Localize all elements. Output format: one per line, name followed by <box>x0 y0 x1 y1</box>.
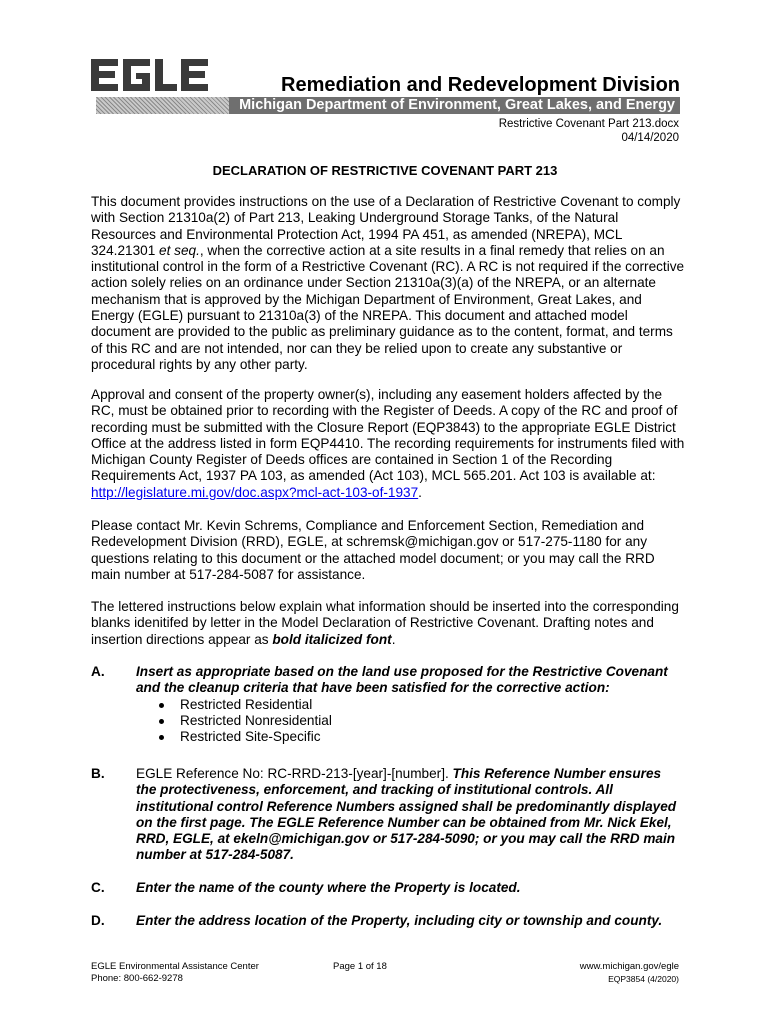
approval-paragraph <box>91 387 685 501</box>
instructions-emph: bold italicized font <box>272 631 392 647</box>
item-c-instruction: Enter the name of the county where the Property is located. <box>136 880 521 895</box>
instructions-text: The lettered instructions below explain what information should be inserted into the corresponding blanks idenitifed by letter in the Model Declaration of Restrictive Covenant. Drafting notes and insertion directions appear as <box>91 599 679 647</box>
file-name: Restrictive Covenant Part 213.docx <box>498 118 679 130</box>
egle-logo <box>91 55 209 95</box>
footer-website: www.michigan.gov/egle <box>579 961 679 972</box>
item-c <box>91 880 685 896</box>
approval-text-end: . <box>418 484 422 500</box>
instructions-paragraph <box>91 599 685 648</box>
department-name: Michigan Department of Environment, Great Lakes, and Energy <box>229 97 680 114</box>
item-d-instruction: Enter the address location of the Property, including city or township and county. <box>136 913 663 928</box>
act-103-link[interactable]: http://legislature.mi.gov/doc.aspx?mcl-act-103-of-1937 <box>91 484 419 500</box>
item-a-instruction: Insert as appropriate based on the land use proposed for the Restrictive Covenant and the cleanup criteria that have been satisfied for the corrective action: <box>136 664 668 696</box>
option-restricted-residential: Restricted Residential <box>158 697 685 713</box>
item-a <box>91 664 685 745</box>
contact-text: Please contact Mr. Kevin Schrems, Compliance and Enforcement Section, Remediation and Redevelopment Division (RRD), EGLE, at schremsk@michigan.gov or 517-275-1180 for any questions relating to this document or the attached model document; or you may call the RRD main number at 517-284-5087 for assistance. <box>91 518 655 582</box>
page-number: Page 1 of 18 <box>333 961 387 972</box>
option-restricted-site-specific: Restricted Site-Specific <box>158 729 685 745</box>
item-d <box>91 913 685 929</box>
item-b-letter: B. <box>91 766 105 781</box>
option-restricted-nonresidential: Restricted Nonresidential <box>158 713 685 729</box>
division-title: Remediation and Redevelopment Division <box>281 74 680 96</box>
intro-text-part1: This document provides instructions on the use of a Declaration of Restrictive Covenant to comply with Section 21310a(2) of Part 213, Leaking Underground Storage Tanks, of the Natural Resources and Environmental Protection Act, 1994 PA 451, as amended (NREPA), MCL 324.21301 <box>91 194 681 258</box>
item-d-letter: D. <box>91 913 105 928</box>
instructions-end: . <box>391 631 396 647</box>
footer-form-number: EQP3854 (4/2020) <box>608 974 679 984</box>
document-date: 04/14/2020 <box>621 132 679 144</box>
item-a-letter: A. <box>91 664 105 679</box>
approval-text: Approval and consent of the property owner(s), including any easement holders affected by the RC, must be obtained prior to recording with the Register of Deeds. A copy of the RC and proof of recording must be submitted with the Closure Report (EQP3843) to the appropriate EGLE District Office at the address listed in form EQP4410. The recording requirements for instruments filed with Michigan County Register of Deeds offices are contained in Section 1 of the Recording Requirements Act, 1937 PA 103, as amended (Act 103), MCL 565.201. Act 103 is available at: <box>91 387 685 484</box>
item-b-reference: EGLE Reference No: RC-RRD-213-[year]-[number]. <box>136 766 453 781</box>
land-use-options <box>136 697 685 746</box>
item-b <box>91 766 685 864</box>
footer-meta <box>580 961 679 985</box>
document-title: DECLARATION OF RESTRICTIVE COVENANT PART 213 <box>212 163 558 178</box>
footer-org: EGLE Environmental Assistance Center <box>91 961 259 972</box>
intro-text-part2: , when the corrective action at a site results in a final remedy that relies on an institutional control in the form of a Restrictive Covenant (RC). A RC is not required if the corrective action solely relies on an ordinance under Section 21310a(3)(a) of the NREPA, or an alternate mechanism that is approved by the Michigan Department of Environment, Great Lakes, and Energy (EGLE) pursuant to 21310a(3) of the NREPA. This document and attached model document are provided to the public as preliminary guidance as to the content, format, and terms of this RC and are not intended, nor can they be relied upon to create any substantive or procedural rights by any other party. <box>91 242 685 372</box>
footer-phone: Phone: 800-662-9278 <box>91 973 183 984</box>
department-banner <box>96 97 680 114</box>
item-c-letter: C. <box>91 880 105 895</box>
item-b-instruction: This Reference Number ensures the protectiveness, enforcement, and tracking of institutional controls. All institutional control Reference Numbers assigned shall be predominantly displayed on the first page. The EGLE Reference Number can be obtained from Mr. Nick Ekel, RRD, EGLE, at ekeln@michigan.gov or 517-284-5090; or you may call the RRD main number at 517-284-5087. <box>136 766 677 863</box>
intro-paragraph <box>91 194 685 373</box>
intro-text-italic: et seq. <box>159 242 200 258</box>
document-meta <box>499 117 679 145</box>
footer-contact <box>91 961 259 985</box>
contact-paragraph <box>91 518 685 583</box>
